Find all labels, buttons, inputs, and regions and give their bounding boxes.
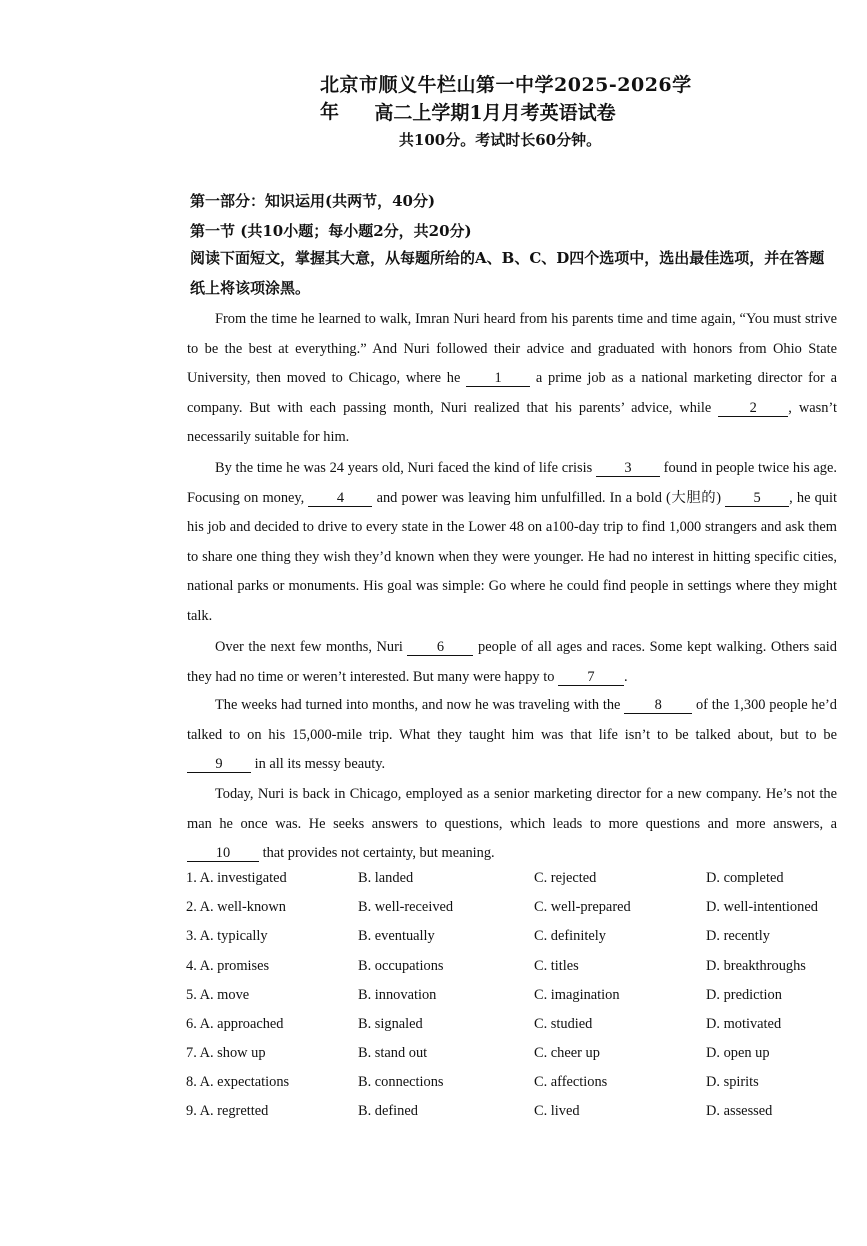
part-heading: 第一部分：知识运用(共两节，40分): [190, 192, 436, 210]
passage-text: and power was leaving him unfulfilled. In a bold (大胆的): [372, 489, 726, 506]
option-3d[interactable]: D. recently: [706, 928, 770, 944]
blank-7: 7: [558, 669, 624, 686]
option-9a[interactable]: 9. A. regretted: [186, 1103, 269, 1119]
passage-text: From the time he learned to walk, Imran Nuri heard from his parents time and time again, “You must strive to be the best at everything.” And Nuri followed their advice and graduated with honors from Ohio State University, then moved to Chicago, where he: [187, 311, 837, 387]
option-8a[interactable]: 8. A. expectations: [186, 1074, 290, 1090]
option-7c[interactable]: C. cheer up: [534, 1045, 600, 1061]
question-8-options: [186, 1074, 846, 1096]
passage-text: Today, Nuri is back in Chicago, employed as a senior marketing director for a new company. He’s not the man he once was. He seeks answers to questions, which leads to more questions and more answers, a: [187, 786, 837, 832]
option-5b[interactable]: B. innovation: [358, 987, 437, 1003]
passage-text: a prime job as a national marketing director for a company. But with each passing month, Nuri realized that his parents’ advice, while: [187, 370, 837, 416]
passage-text: , wasn’t necessarily suitable for him.: [187, 399, 837, 446]
passage-text: of the 1,300 people he’d talked to on his 15,000-mile trip. What they taught him was that life isn’t to be talked about, but to be: [187, 697, 837, 743]
passage-paragraph-4: [187, 691, 837, 780]
option-3b[interactable]: B. eventually: [358, 928, 435, 944]
blank-2: 2: [718, 400, 788, 417]
passage-paragraph-2: [187, 454, 837, 632]
option-1c[interactable]: C. rejected: [534, 870, 597, 886]
subsection-heading: 第一节 (共10小题；每小题2分，共20分): [190, 222, 472, 240]
question-6-options: [186, 1016, 846, 1038]
instructions: 阅读下面短文，掌握其大意，从每题所给的A、B、C、D四个选项中，选出最佳选项，并在答题纸上将该项涂黑。: [190, 249, 825, 297]
passage-text: , he quit his job and decided to drive to every state in the Lower 48 on a100-day trip to find 1,000 strangers and ask them to share one thing they wish they’d known when they were younger. He had no interest in hitting specific cities, national parks or monuments. His goal was simple: Go where he could find people in settings where they might talk.: [187, 489, 837, 624]
blank-8: 8: [624, 697, 692, 714]
option-1d[interactable]: D. completed: [706, 870, 784, 886]
option-7d[interactable]: D. open up: [706, 1045, 770, 1061]
passage-text: found in people twice his age. Focusing on money,: [187, 460, 837, 506]
option-9c[interactable]: C. lived: [534, 1103, 580, 1119]
option-6a[interactable]: 6. A. approached: [186, 1016, 284, 1032]
option-2a[interactable]: 2. A. well-known: [186, 899, 286, 915]
option-2b[interactable]: B. well-received: [358, 899, 454, 915]
passage-text: in all its messy beauty.: [251, 756, 386, 773]
option-8d[interactable]: D. spirits: [706, 1074, 759, 1090]
passage-paragraph-1: [187, 305, 837, 453]
exam-title-course: 高二上学期1月月考英语试卷: [374, 102, 616, 124]
option-4d[interactable]: D. breakthroughs: [706, 958, 806, 974]
question-7-options: [186, 1045, 846, 1067]
option-6c[interactable]: C. studied: [534, 1016, 593, 1032]
option-5a[interactable]: 5. A. move: [186, 987, 250, 1003]
option-3a[interactable]: 3. A. typically: [186, 928, 268, 944]
option-5d[interactable]: D. prediction: [706, 987, 782, 1003]
option-1b[interactable]: B. landed: [358, 870, 414, 886]
option-9d[interactable]: D. assessed: [706, 1103, 773, 1119]
option-8c[interactable]: C. affections: [534, 1074, 608, 1090]
option-7b[interactable]: B. stand out: [358, 1045, 428, 1061]
option-4a[interactable]: 4. A. promises: [186, 958, 270, 974]
blank-3: 3: [596, 460, 660, 477]
question-3-options: [186, 928, 846, 950]
passage-text: that provides not certainty, but meaning.: [259, 845, 495, 862]
option-6d[interactable]: D. motivated: [706, 1016, 782, 1032]
exam-score-time: 共100分。考试时长60分钟。: [398, 131, 602, 149]
passage-paragraph-5: [187, 780, 837, 869]
passage-paragraph-3: [187, 633, 837, 692]
question-2-options: [186, 899, 846, 921]
passage-text: Over the next few months, Nuri: [215, 639, 408, 655]
option-4b[interactable]: B. occupations: [358, 958, 444, 974]
blank-6: 6: [407, 639, 473, 656]
option-2d[interactable]: D. well-intentioned: [706, 899, 818, 915]
option-7a[interactable]: 7. A. show up: [186, 1045, 266, 1061]
blank-1: 1: [466, 370, 530, 387]
question-9-options: [186, 1103, 846, 1125]
option-1a[interactable]: 1. A. investigated: [186, 870, 287, 886]
passage-text: By the time he was 24 years old, Nuri faced the kind of life crisis: [215, 460, 596, 476]
option-5c[interactable]: C. imagination: [534, 987, 620, 1003]
option-9b[interactable]: B. defined: [358, 1103, 418, 1119]
option-6b[interactable]: B. signaled: [358, 1016, 423, 1032]
option-3c[interactable]: C. definitely: [534, 928, 606, 944]
passage-text: people of all ages and races. Some kept walking. Others said they had no time or weren’t interested. But many were happy to: [187, 639, 838, 685]
passage-text: .: [624, 668, 628, 685]
question-1-options: [186, 870, 846, 892]
blank-10: 10: [187, 845, 259, 862]
exam-title-school: 北京市顺义牛栏山第一中学2025-2026学年: [320, 74, 692, 123]
option-2c[interactable]: C. well-prepared: [534, 899, 631, 915]
option-8b[interactable]: B. connections: [358, 1074, 444, 1090]
blank-4: 4: [308, 490, 372, 507]
blank-9: 9: [187, 756, 251, 773]
blank-5: 5: [725, 490, 789, 507]
passage-text: The weeks had turned into months, and now he was traveling with the: [215, 697, 625, 713]
question-4-options: [186, 958, 846, 980]
option-4c[interactable]: C. titles: [534, 958, 579, 974]
question-5-options: [186, 987, 846, 1009]
